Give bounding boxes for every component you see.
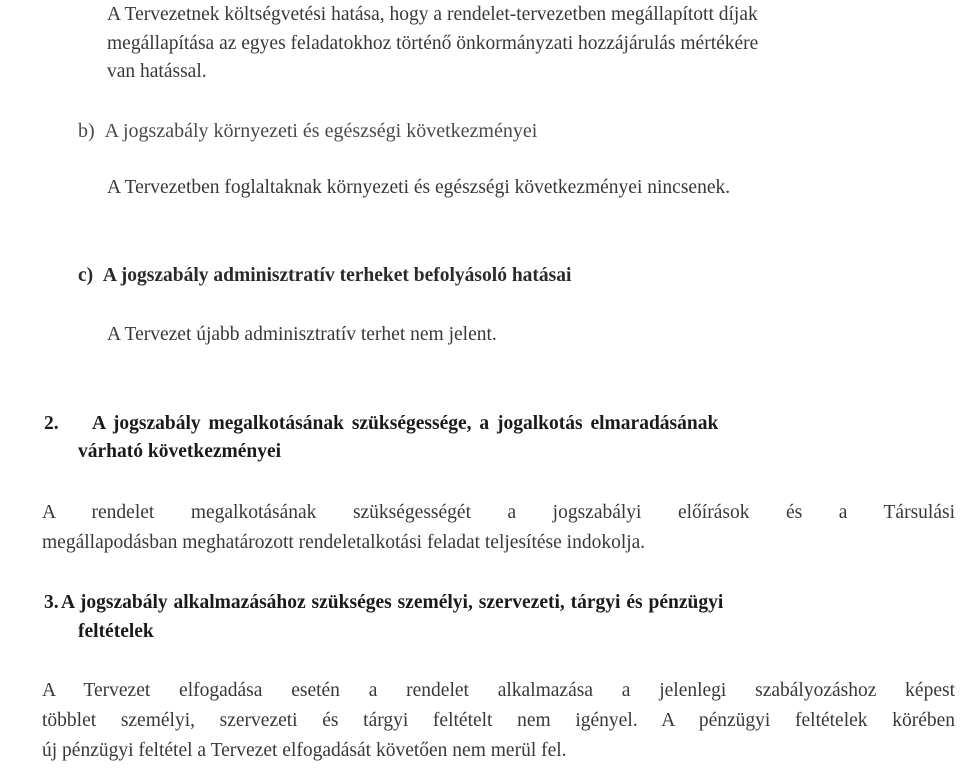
section-3-body: [42, 681, 955, 771]
intro-line-1: A Tervezetnek költségvetési hatása, hogy a rendelet-tervezetben megállapított díjak: [107, 4, 758, 25]
section-c-heading: c) A jogszabály adminisztratív terheket befolyásoló hatásai: [78, 265, 572, 286]
section-3-heading-line-1: A jogszabály alkalmazásához szükséges személyi, szervezeti, tárgyi és pénzügyi: [61, 592, 724, 613]
intro-line-3: van hatással.: [107, 61, 207, 82]
section-2-body-line-1: A rendelet megalkotásának szükségességét a jogszabályi előírások és a Társulási: [42, 502, 955, 523]
intro-line-2: megállapítása az egyes feladatokhoz történő önkormányzati hozzájárulás mértékére: [107, 33, 759, 54]
section-3-body-line-2: többlet személyi, szervezeti és tárgyi feltételt nem igényel. A pénzügyi feltételek körében: [42, 710, 955, 731]
section-2-heading-line-1: A jogszabály megalkotásának szükségessége, a jogalkotás elmaradásának: [92, 413, 719, 434]
section-3-body-line-3: új pénzügyi feltétel a Tervezet elfogadását követően nem merül fel.: [42, 740, 567, 761]
section-3-heading-line-2: feltételek: [78, 621, 154, 642]
section-2-heading-line-2: várható következményei: [78, 441, 282, 462]
section-3-body-line-1: A Tervezet elfogadása esetén a rendelet alkalmazása a jelenlegi szabályozáshoz képest: [42, 680, 955, 701]
section-b-body: A Tervezetben foglaltaknak környezeti és egészségi következményei nincsenek.: [107, 177, 731, 198]
section-3-number: 3.: [44, 592, 59, 613]
section-2-body-line-2: megállapodásban meghatározott rendeletalkotási feladat teljesítése indokolja.: [42, 532, 646, 553]
section-2-number: 2.: [44, 413, 59, 434]
section-b-heading: b) A jogszabály környezeti és egészségi következményei: [78, 120, 538, 142]
section-2-body: [42, 503, 955, 563]
section-c-body: A Tervezet újabb adminisztratív terhet nem jelent.: [107, 324, 497, 345]
